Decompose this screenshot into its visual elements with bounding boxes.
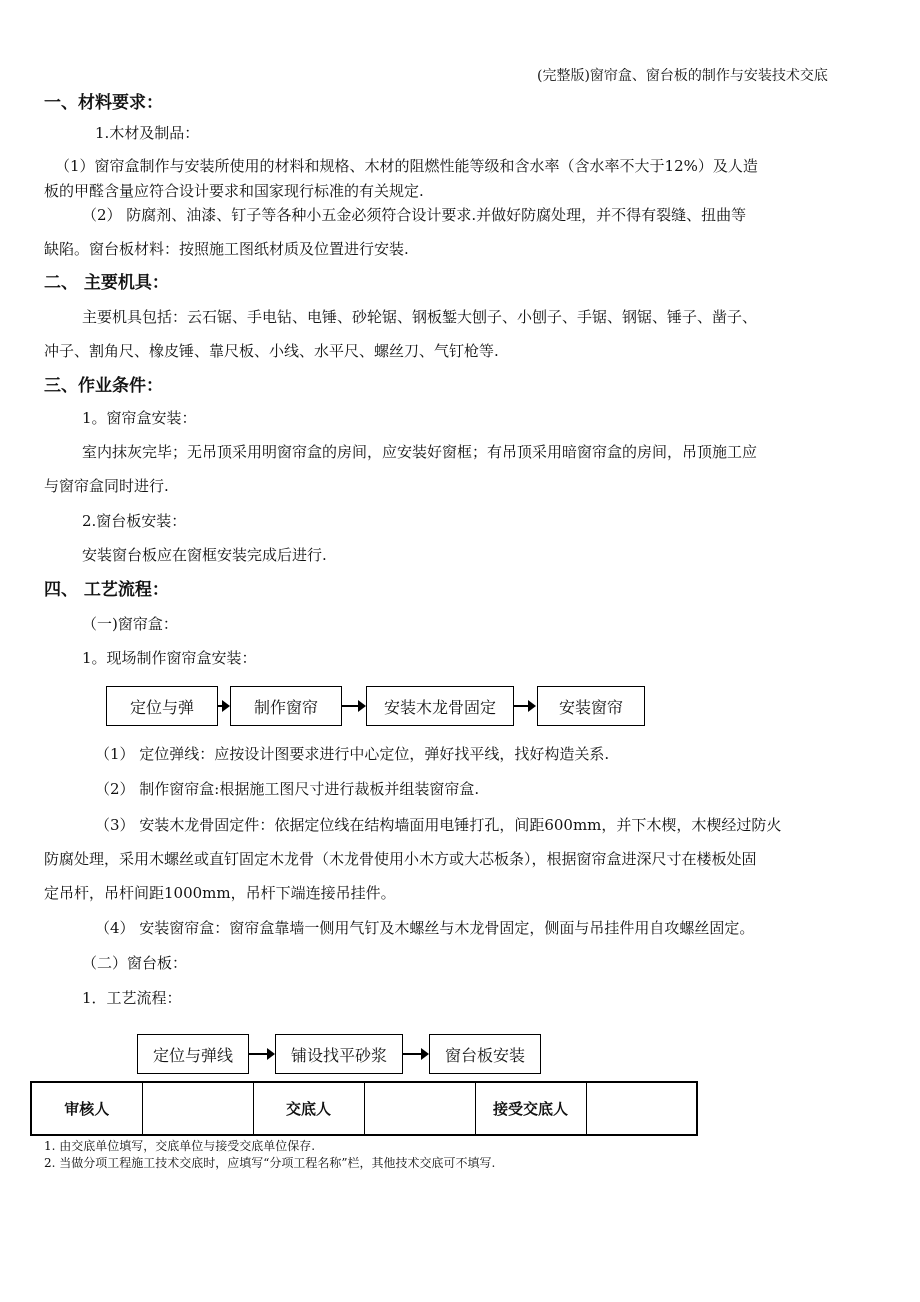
- sign-label-presenter: 交底人: [253, 1082, 364, 1135]
- flow1-arrow-1: [218, 705, 224, 707]
- section-1-paragraph-2-line-2: 缺陷。窗台板材料：按照施工图纸材质及位置进行安装.: [44, 240, 409, 258]
- sign-label-receiver: 接受交底人: [475, 1082, 586, 1135]
- signature-table: [30, 1081, 698, 1136]
- section-4-subtitle-a1: 1。现场制作窗帘盒安装：: [82, 649, 257, 667]
- section-4-step-3-line-1: （3） 安装木龙骨固定件：依据定位线在结构墙面用电锤打孔，间距600mm，并下木楔，木楔经过防火: [95, 816, 782, 834]
- section-4-step-2: （2） 制作窗帘盒:根据施工图尺寸进行裁板并组装窗帘盒.: [95, 780, 480, 798]
- flow2-arrow-1: [249, 1053, 269, 1055]
- footnote-2: 2. 当做分项工程施工技术交底时，应填写“分项工程名称”栏，其他技术交底可不填写.: [44, 1156, 496, 1170]
- section-3-line-2: 与窗帘盒同时进行.: [44, 477, 169, 495]
- sign-field-presenter[interactable]: [364, 1082, 475, 1135]
- section-4-subtitle-b: （二）窗台板：: [82, 954, 188, 972]
- flow1-arrow-3: [514, 705, 530, 707]
- flow2-arrow-2: [403, 1053, 423, 1055]
- sign-field-reviewer[interactable]: [142, 1082, 253, 1135]
- section-2-line-2: 冲子、割角尺、橡皮锤、靠尺板、小线、水平尺、螺丝刀、气钉枪等.: [44, 342, 499, 360]
- section-1-paragraph-2-line-1: （2） 防腐剂、油漆、钉子等各种小五金必须符合设计要求.并做好防腐处理，并不得有裂缝、扭曲等: [82, 206, 747, 224]
- flow2-step-1: 定位与弹线: [137, 1034, 249, 1074]
- section-3-title: 三、作业条件：: [44, 376, 163, 396]
- sign-label-reviewer: 审核人: [31, 1082, 142, 1135]
- page-header-title: (完整版)窗帘盒、窗台板的制作与安装技术交底: [537, 68, 828, 84]
- section-3-line-1: 室内抹灰完毕；无吊顶采用明窗帘盒的房间，应安装好窗框；有吊顶采用暗窗帘盒的房间，吊顶施工应: [82, 443, 758, 461]
- section-4-step-3-line-2: 防腐处理，采用木螺丝或直钉固定木龙骨（木龙骨使用小木方或大芯板条），根据窗帘盒进深尺寸在楼板处固: [44, 850, 757, 868]
- footnote-1: 1. 由交底单位填写，交底单位与接受交底单位保存.: [44, 1139, 316, 1153]
- section-4-step-1: （1） 定位弹线：应按设计图要求进行中心定位，弹好找平线，找好构造关系.: [95, 745, 610, 763]
- flow1-arrow-2: [342, 705, 360, 707]
- section-1-title: 一、材料要求：: [44, 93, 163, 113]
- section-4-subtitle-b1: 1．工艺流程：: [82, 989, 182, 1007]
- section-4-step-3-line-3: 定吊杆，吊杆间距1000mm，吊杆下端连接吊挂件。: [44, 884, 396, 902]
- section-3-subtitle-1: 1。窗帘盒安装：: [82, 409, 197, 427]
- flow1-step-1: 定位与弹: [106, 686, 218, 726]
- section-1-paragraph-1-line-1: （1）窗帘盒制作与安装所使用的材料和规格、木材的阻燃性能等级和含水率（含水率不大于12%）及人造: [55, 157, 758, 175]
- section-3-line-3: 安装窗台板应在窗框安装完成后进行.: [82, 546, 327, 564]
- flow1-step-2: 制作窗帘: [230, 686, 342, 726]
- flow2-step-2: 铺设找平砂浆: [275, 1034, 403, 1074]
- flow2-step-3: 窗台板安装: [429, 1034, 541, 1074]
- section-2-title: 二、 主要机具：: [44, 273, 169, 293]
- section-2-line-1: 主要机具包括：云石锯、手电钻、电锤、砂轮锯、钢板錾大刨子、小刨子、手锯、钢锯、锤子、凿子、: [82, 308, 758, 326]
- section-4-subtitle-a: （一)窗帘盒：: [82, 615, 178, 633]
- section-3-subtitle-2: 2.窗台板安装：: [82, 512, 187, 530]
- flow1-step-4: 安装窗帘: [537, 686, 645, 726]
- section-1-subtitle: 1.木材及制品：: [95, 124, 200, 142]
- sign-field-receiver[interactable]: [586, 1082, 697, 1135]
- flow1-step-3: 安装木龙骨固定: [366, 686, 514, 726]
- section-4-title: 四、 工艺流程：: [44, 580, 169, 600]
- section-4-step-4: （4） 安装窗帘盒：窗帘盒靠墙一侧用气钉及木螺丝与木龙骨固定，侧面与吊挂件用自攻螺丝固定。: [95, 919, 755, 937]
- section-1-paragraph-1-line-2: 板的甲醛含量应符合设计要求和国家现行标准的有关规定.: [44, 182, 424, 200]
